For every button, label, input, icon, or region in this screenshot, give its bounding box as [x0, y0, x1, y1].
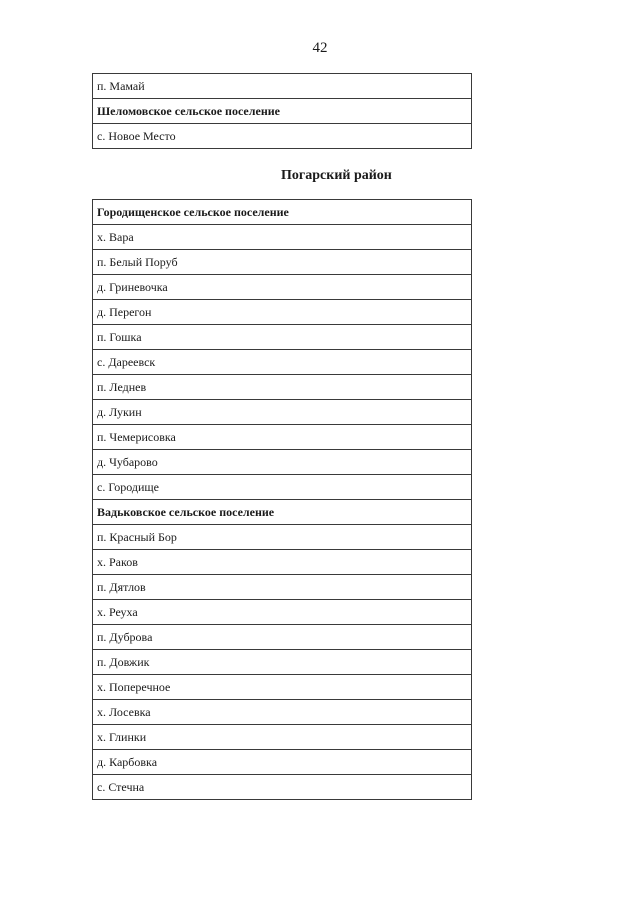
- settlement-row: с. Городище: [93, 475, 471, 500]
- settlements-table-top: [92, 73, 472, 149]
- settlement-row: с. Стечна: [93, 775, 471, 800]
- settlements-table-pogar: [92, 199, 472, 800]
- settlement-row: п. Дятлов: [93, 575, 471, 600]
- settlement-row: п. Дуброва: [93, 625, 471, 650]
- settlement-row: х. Поперечное: [93, 675, 471, 700]
- settlement-row: с. Новое Место: [93, 124, 471, 149]
- settlement-row: п. Красный Бор: [93, 525, 471, 550]
- settlement-group-header: Вадьковское сельское поселение: [93, 500, 471, 525]
- settlement-row: п. Мамай: [93, 74, 471, 99]
- settlement-row: п. Белый Поруб: [93, 250, 471, 275]
- district-heading: Погарский район: [281, 168, 392, 183]
- page-number: 42: [312, 40, 328, 56]
- settlement-row: х. Раков: [93, 550, 471, 575]
- settlement-row: х. Реуха: [93, 600, 471, 625]
- settlement-row: п. Гошка: [93, 325, 471, 350]
- settlement-row: х. Глинки: [93, 725, 471, 750]
- settlement-row: п. Леднев: [93, 375, 471, 400]
- settlement-row: х. Лосевка: [93, 700, 471, 725]
- settlement-group-header: Шеломовское сельское поселение: [93, 99, 471, 124]
- settlement-row: п. Чемерисовка: [93, 425, 471, 450]
- settlement-row: д. Перегон: [93, 300, 471, 325]
- settlement-row: д. Чубарово: [93, 450, 471, 475]
- settlement-row: д. Карбовка: [93, 750, 471, 775]
- settlement-row: д. Лукин: [93, 400, 471, 425]
- settlement-row: п. Довжик: [93, 650, 471, 675]
- settlement-group-header: Городищенское сельское поселение: [93, 200, 471, 225]
- settlement-row: х. Вара: [93, 225, 471, 250]
- settlement-row: д. Гриневочка: [93, 275, 471, 300]
- settlement-row: с. Дареевск: [93, 350, 471, 375]
